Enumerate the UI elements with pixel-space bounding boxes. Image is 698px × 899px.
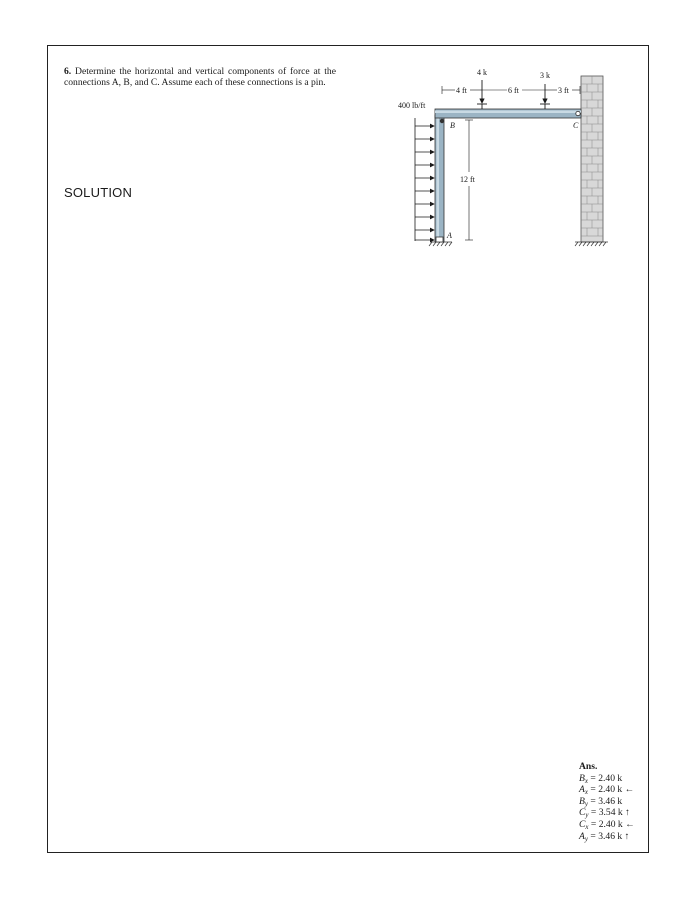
pin-b [440,119,444,123]
label-b: B [450,121,455,130]
solution-heading: SOLUTION [64,185,133,200]
distributed-load [415,118,434,241]
pin-c [576,111,580,115]
frame-figure [390,62,615,257]
dim-6ft: 6 ft [508,86,519,95]
answer-row: $C_x = 2.40$ k ← [579,818,635,831]
problem-text: Determine the horizontal and vertical components of force at the connections A, B, and C. Assume each of these connections is a pin. [64,66,336,88]
answer-row: $A_y = 3.46$ k ↑ [579,830,630,843]
dim-12ft: 12 ft [460,175,475,184]
load-4k-label: 4 k [477,68,487,77]
answers-header: Ans. [579,761,598,772]
answer-row: $C_y = 3.54$ k ↑ [579,807,630,820]
dim-4ft: 4 ft [456,86,467,95]
load-3k-label: 3 k [540,71,550,80]
distributed-load-label: 400 lb/ft [398,101,426,110]
problem-number: 6. [64,66,72,77]
label-c: C [573,121,579,130]
answer-row: $B_x = 2.40$ k [579,772,623,785]
pin-a [436,237,443,242]
answer-row: $B_y = 3.46$ k [579,795,623,808]
answers-block [579,761,635,842]
answer-row: $A_x = 2.40$ k ← [579,784,635,797]
member-bc [435,109,581,118]
dim-3ft: 3 ft [558,86,569,95]
label-a: A [447,231,452,240]
member-ab [435,115,444,242]
ground-support [429,242,608,246]
problem-statement [64,66,336,88]
brick-wall [581,76,603,242]
